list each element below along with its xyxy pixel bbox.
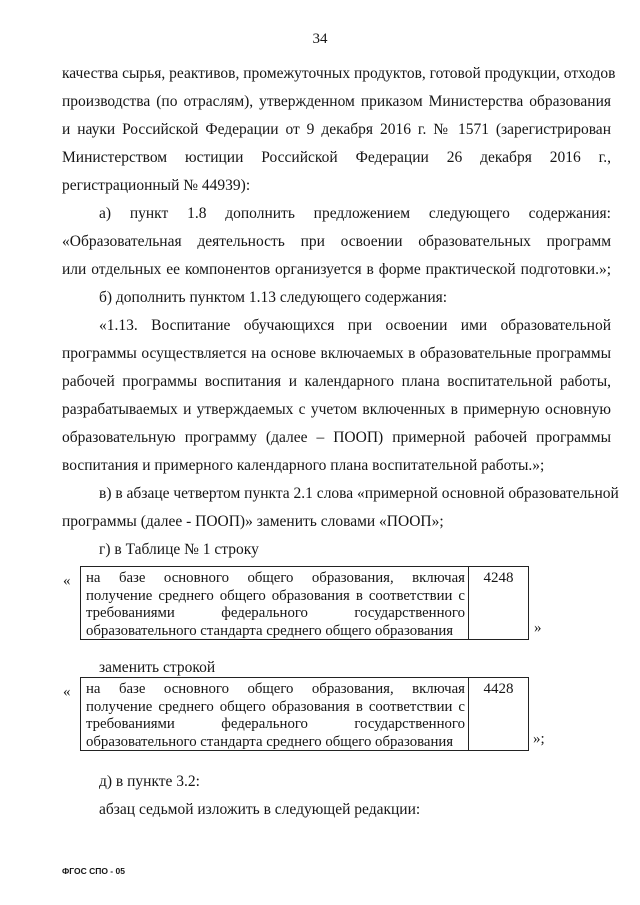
text-line: качества сырья, реактивов, промежуточных продуктов, готовой продукции, отходов xyxy=(62,65,616,82)
text-line: программы (далее - ПООП)» заменить словами «ПООП»; xyxy=(62,513,444,530)
table1-text-line: требованиями федерального государственного xyxy=(86,605,465,621)
table2-value-cell: 4428 xyxy=(483,681,514,697)
text-line: или отдельных ее компонентов организуется в форме практической подготовки.»; xyxy=(62,261,611,278)
text-line: а) пункт 1.8 дополнить предложением следующего содержания: xyxy=(99,205,611,222)
table1 xyxy=(80,566,529,640)
table2-text-line: образовательного стандарта среднего общего образования xyxy=(86,733,454,750)
text-line: регистрационный № 44939): xyxy=(62,177,251,194)
table2 xyxy=(80,677,529,751)
text-line: воспитания и примерного календарного плана воспитательной работы.»; xyxy=(62,457,545,474)
text-line: д) в пункте 3.2: xyxy=(99,773,200,790)
text-line: абзац седьмой изложить в следующей редакции: xyxy=(99,801,421,818)
table2-text-line: требованиями федерального государственного xyxy=(86,716,465,732)
table1-open-quote: « xyxy=(63,573,71,589)
text-line: «Образовательная деятельность при освоении образовательных программ xyxy=(62,233,611,250)
table1-text-cell xyxy=(81,567,469,639)
replace-label: заменить строкой xyxy=(99,659,216,676)
table1-text-line: образовательного стандарта среднего общего образования xyxy=(86,622,454,639)
text-line: б) дополнить пунктом 1.13 следующего содержания: xyxy=(99,289,448,306)
text-line: образовательную программу (далее – ПООП) примерной рабочей программы xyxy=(62,429,611,446)
footer-code: ФГОС СПО - 05 xyxy=(62,866,125,876)
text-line: г) в Таблице № 1 строку xyxy=(99,541,259,558)
text-line: программы осуществляется на основе включаемых в образовательные программы xyxy=(62,345,611,362)
table2-text-line: на базе основного общего образования, включая xyxy=(86,681,465,697)
text-line: производства (по отраслям), утвержденном приказом Министерства образования xyxy=(62,93,611,110)
table2-close-quote: »; xyxy=(533,731,545,747)
page-number: 34 xyxy=(312,31,328,47)
text-line: разрабатываемых и утверждаемых с учетом включенных в примерную основную xyxy=(62,401,611,418)
table1-value-cell: 4248 xyxy=(483,570,514,586)
text-line: рабочей программы воспитания и календарного плана воспитательной работы, xyxy=(62,373,611,390)
table2-open-quote: « xyxy=(63,684,71,700)
table1-text-line: на базе основного общего образования, включая xyxy=(86,570,465,586)
table1-text-line: получение среднего общего образования в соответствии с xyxy=(86,587,465,604)
table2-text-cell xyxy=(81,678,469,750)
text-line: в) в абзаце четвертом пункта 2.1 слова «примерной основной образовательной xyxy=(99,485,619,502)
text-line: Министерством юстиции Российской Федерации 26 декабря 2016 г., xyxy=(62,149,611,166)
text-line: «1.13. Воспитание обучающихся при освоении ими образовательной xyxy=(99,317,611,334)
table1-close-quote: » xyxy=(534,620,542,636)
text-line: и науки Российской Федерации от 9 декабря 2016 г. № 1571 (зарегистрирован xyxy=(62,121,611,138)
table2-text-line: получение среднего общего образования в соответствии с xyxy=(86,698,465,715)
